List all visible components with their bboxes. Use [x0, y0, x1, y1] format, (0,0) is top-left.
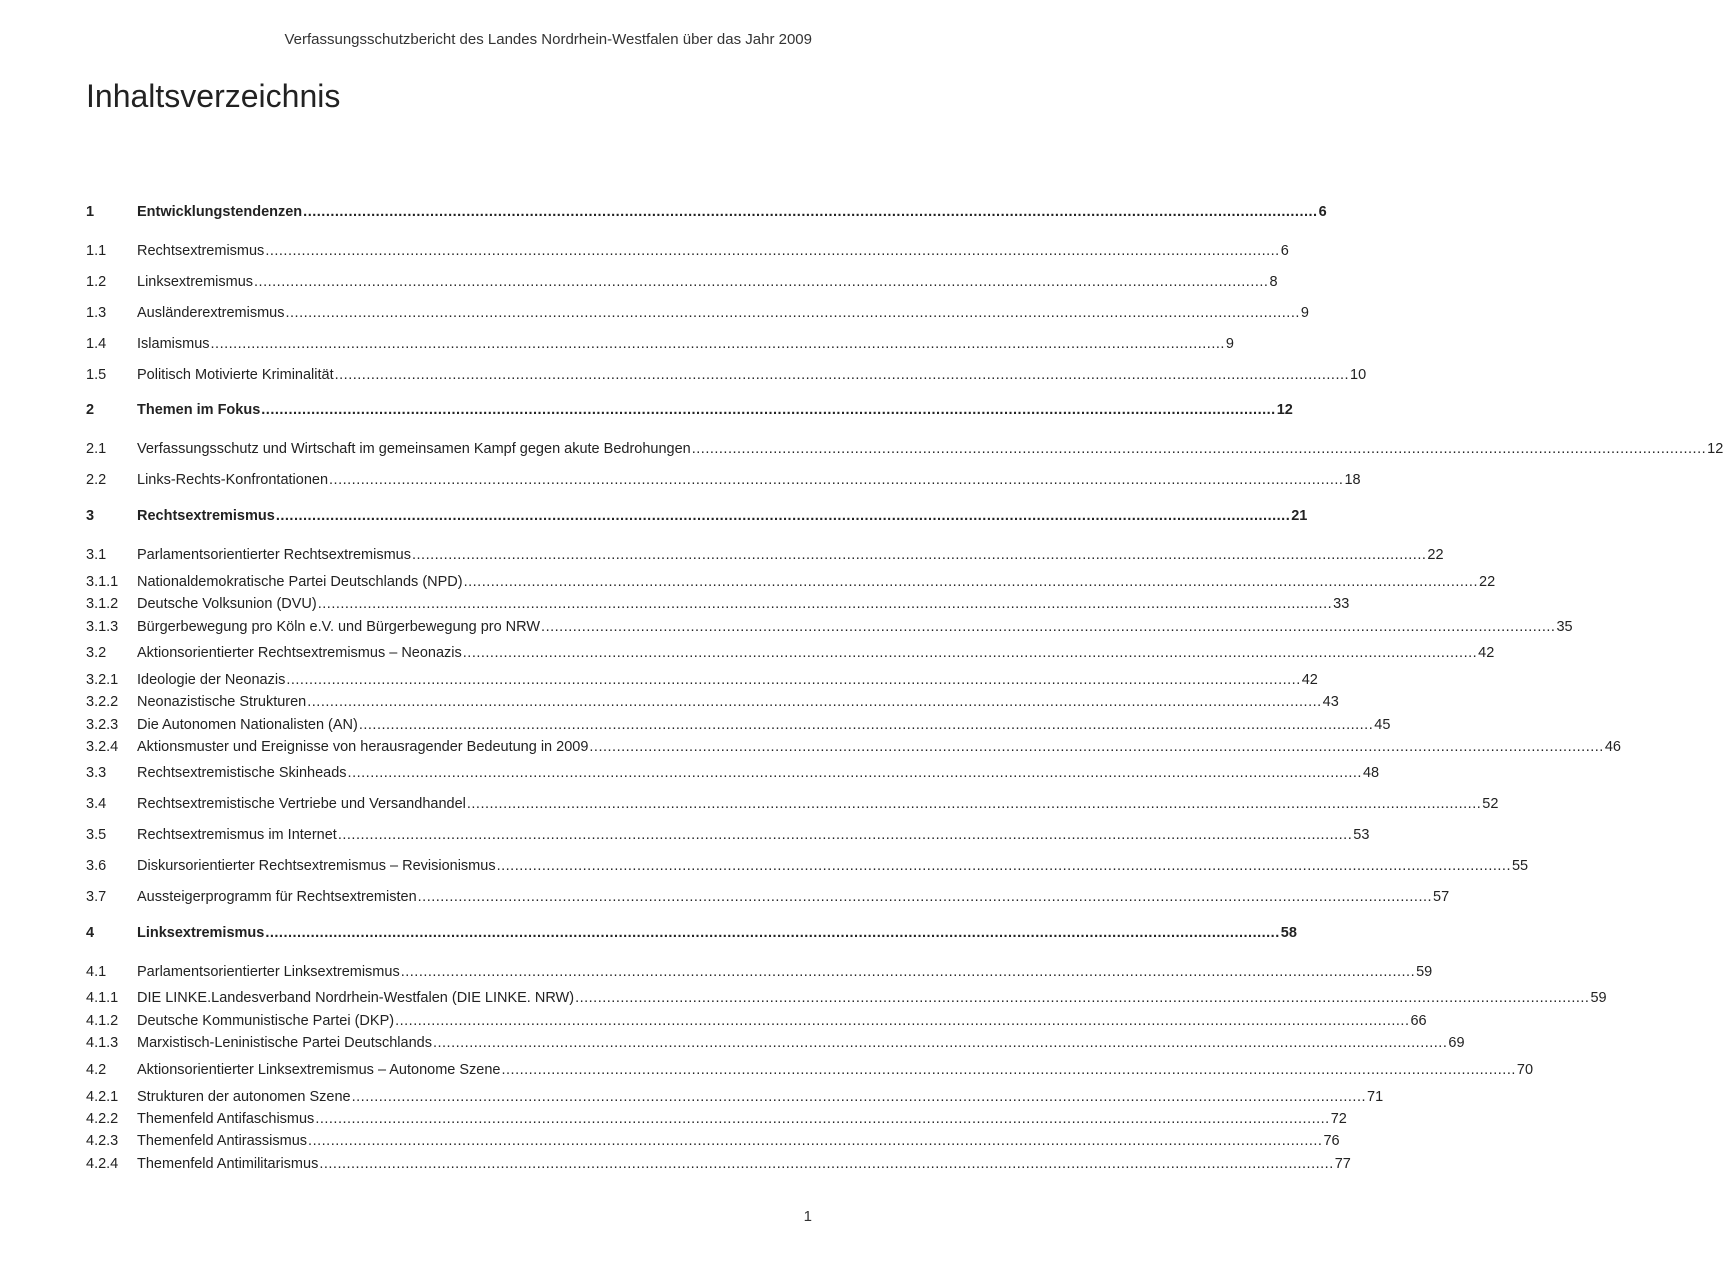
toc-entry-number: 3.2.2 [86, 694, 119, 710]
toc-entry-number: 4.2.4 [86, 1156, 119, 1172]
toc-leader-dots [211, 334, 1225, 354]
toc-leader-dots [303, 202, 1317, 222]
toc-entry-title: Ideologie der Neonazis [137, 672, 286, 688]
toc-entry-number: 1 [86, 204, 95, 220]
toc-leader-dots [395, 1011, 1409, 1031]
toc-entry-3-2[interactable] [86, 643, 1495, 663]
toc-entry-3-2-2[interactable] [86, 692, 1339, 712]
toc-entry-page: 55 [1511, 858, 1529, 874]
toc-leader-dots [315, 1109, 1329, 1129]
toc-entry-2[interactable] [86, 400, 1293, 420]
toc-entry-page: 48 [1362, 765, 1380, 781]
toc-entry-number: 1.5 [86, 367, 107, 383]
toc-entry-page: 76 [1323, 1133, 1340, 1149]
toc-entry-title: Aktionsmuster und Ereignisse von herausragender Bedeutung in 2009 [137, 739, 589, 755]
toc-entry-number: 3.3 [86, 765, 107, 781]
toc-leader-dots [541, 617, 1555, 637]
toc-leader-dots [692, 439, 1706, 459]
toc-entry-number: 3.6 [86, 858, 107, 874]
toc-entry-number: 4.1.1 [86, 990, 119, 1006]
toc-entry-number: 1.3 [86, 305, 107, 321]
page-number: 1 [803, 1208, 812, 1225]
toc-entry-page: 22 [1427, 547, 1444, 563]
toc-entry-title: Bürgerbewegung pro Köln e.V. und Bürgerbewegung pro NRW [137, 619, 541, 635]
toc-entry-3-7[interactable] [86, 887, 1450, 907]
toc-entry-page: 59 [1590, 990, 1607, 1006]
toc-entry-page: 9 [1300, 305, 1309, 321]
toc-entry-title: Aussteigerprogramm für Rechtsextremisten [137, 889, 417, 905]
toc-entry-4-2-4[interactable] [86, 1154, 1351, 1174]
toc-entry-page: 9 [1225, 336, 1234, 352]
toc-entry-title: Ausländerextremismus [137, 305, 285, 321]
toc-leader-dots [589, 737, 1603, 757]
toc-leader-dots [501, 1060, 1515, 1080]
toc-entry-3-2-4[interactable] [86, 737, 1621, 757]
toc-entry-title: Rechtsextremismus [137, 508, 275, 524]
toc-entry-number: 3.2.3 [86, 717, 119, 733]
toc-entry-3-2-1[interactable] [86, 670, 1318, 690]
toc-entry-title: Links-Rechts-Konfrontationen [137, 472, 329, 488]
toc-entry-page: 6 [1318, 204, 1327, 220]
toc-entry-4-1[interactable] [86, 962, 1433, 982]
toc-entry-title: Die Autonomen Nationalisten (AN) [137, 717, 358, 733]
toc-entry-title: Aktionsorientierter Linksextremismus – Autonome Szene [137, 1062, 501, 1078]
toc-leader-dots [285, 303, 1299, 323]
toc-entry-4-1-3[interactable] [86, 1033, 1465, 1053]
toc-leader-dots [497, 856, 1511, 876]
toc-entry-title: Rechtsextremistische Skinheads [137, 765, 347, 781]
toc-leader-dots [401, 962, 1415, 982]
toc-entry-number: 4.1.2 [86, 1013, 119, 1029]
toc-entry-title: Islamismus [137, 336, 210, 352]
toc-entry-page: 42 [1478, 645, 1495, 661]
toc-entry-3-2-3[interactable] [86, 715, 1391, 735]
toc-entry-page: 52 [1482, 796, 1499, 812]
toc-entry-page: 72 [1330, 1111, 1347, 1127]
toc-entry-1[interactable] [86, 202, 1327, 222]
toc-entry-page: 70 [1516, 1062, 1534, 1078]
toc-entry-number: 3.1.2 [86, 596, 119, 612]
toc-leader-dots [276, 506, 1290, 526]
toc-entry-title: Nationaldemokratische Partei Deutschlands (NPD) [137, 574, 463, 590]
toc-entry-number: 3.2 [86, 645, 107, 661]
toc-leader-dots [286, 670, 1300, 690]
toc-entry-2-2[interactable] [86, 470, 1361, 490]
toc-entry-page: 42 [1301, 672, 1318, 688]
toc-entry-title: Themenfeld Antimilitarismus [137, 1156, 319, 1172]
toc-entry-number: 4.2.3 [86, 1133, 119, 1149]
toc-entry-2-1[interactable] [86, 439, 1723, 459]
toc-entry-title: Politisch Motivierte Kriminalität [137, 367, 334, 383]
toc-entry-page: 33 [1333, 596, 1350, 612]
toc-entry-title: Rechtsextremistische Vertriebe und Versandhandel [137, 796, 466, 812]
page-title: Inhaltsverzeichnis [86, 78, 341, 114]
toc-entry-page: 35 [1556, 619, 1573, 635]
toc-entry-3-1-2[interactable] [86, 594, 1350, 614]
toc-entry-number: 3.2.1 [86, 672, 119, 688]
toc-entry-title: Deutsche Kommunistische Partei (DKP) [137, 1013, 395, 1029]
toc-entry-title: Entwicklungstendenzen [137, 204, 303, 220]
toc-entry-title: Parlamentsorientierter Rechtsextremismus [137, 547, 411, 563]
toc-entry-number: 3.1.1 [86, 574, 119, 590]
toc-entry-page: 12 [1707, 441, 1723, 457]
toc-entry-title: Marxistisch-Leninistische Partei Deutschlands [137, 1035, 432, 1051]
toc-entry-page: 21 [1291, 508, 1308, 524]
toc-entry-page: 58 [1280, 925, 1297, 941]
toc-entry-number: 2.1 [86, 441, 107, 457]
toc-entry-4-1-2[interactable] [86, 1011, 1427, 1031]
toc-entry-page: 69 [1448, 1035, 1465, 1051]
toc-entry-page: 10 [1350, 367, 1367, 383]
toc-entry-4-2-1[interactable] [86, 1087, 1384, 1107]
toc-entry-title: Parlamentsorientierter Linksextremismus [137, 964, 400, 980]
toc-entry-4[interactable] [86, 923, 1297, 943]
toc-entry-title: DIE LINKE.Landesverband Nordrhein-Westfalen (DIE LINKE. NRW) [137, 990, 575, 1006]
toc-entry-number: 3.2.4 [86, 739, 119, 755]
toc-leader-dots [307, 692, 1321, 712]
toc-entry-3-5[interactable] [86, 825, 1370, 845]
toc-entry-number: 3.1 [86, 547, 107, 563]
toc-entry-1-2[interactable] [86, 272, 1278, 292]
toc-entry-number: 3.7 [86, 889, 107, 905]
toc-leader-dots [318, 594, 1332, 614]
toc-entry-title: Rechtsextremismus [137, 243, 265, 259]
toc-leader-dots [308, 1131, 1322, 1151]
toc-entry-title: Diskursorientierter Rechtsextremismus – Revisionismus [137, 858, 496, 874]
toc-entry-page: 18 [1344, 472, 1361, 488]
toc-leader-dots [575, 988, 1589, 1008]
toc-entry-page: 59 [1416, 964, 1433, 980]
toc-entry-1-4[interactable] [86, 334, 1234, 354]
toc-entry-page: 66 [1410, 1013, 1427, 1029]
toc-leader-dots [467, 794, 1481, 814]
toc-leader-dots [335, 365, 1349, 385]
toc-entry-number: 4.2 [86, 1062, 107, 1078]
toc-entry-number: 1.4 [86, 336, 107, 352]
toc-entry-3-1-3[interactable] [86, 617, 1573, 637]
toc-leader-dots [352, 1087, 1366, 1107]
toc-entry-title: Themen im Fokus [137, 402, 261, 418]
toc-entry-4-2[interactable] [86, 1060, 1534, 1080]
toc-entry-page: 57 [1433, 889, 1450, 905]
toc-entry-title: Linksextremismus [137, 274, 254, 290]
toc-entry-number: 1.2 [86, 274, 107, 290]
toc-entry-page: 22 [1479, 574, 1496, 590]
toc-entry-title: Linksextremismus [137, 925, 265, 941]
toc-entry-title: Verfassungsschutz und Wirtschaft im gemeinsamen Kampf gegen akute Bedrohungen [137, 441, 691, 457]
toc-entry-number: 4.1.3 [86, 1035, 119, 1051]
toc-entry-3-1-1[interactable] [86, 572, 1496, 592]
toc-entry-number: 2.2 [86, 472, 107, 488]
toc-entry-3-6[interactable] [86, 856, 1529, 876]
toc-entry-title: Themenfeld Antirassismus [137, 1133, 308, 1149]
toc-entry-page: 8 [1269, 274, 1278, 290]
toc-leader-dots [433, 1033, 1447, 1053]
toc-entry-number: 4 [86, 925, 95, 941]
toc-entry-page: 45 [1374, 717, 1391, 733]
toc-entry-title: Rechtsextremismus im Internet [137, 827, 337, 843]
toc-entry-1-3[interactable] [86, 303, 1309, 323]
toc-entry-1-5[interactable] [86, 365, 1367, 385]
toc-leader-dots [348, 763, 1362, 783]
toc-entry-3-3[interactable] [86, 763, 1380, 783]
toc-entry-number: 3 [86, 508, 95, 524]
toc-leader-dots [265, 923, 1279, 943]
toc-entry-number: 3.4 [86, 796, 107, 812]
toc-entry-number: 4.1 [86, 964, 107, 980]
toc-entry-number: 2 [86, 402, 95, 418]
toc-leader-dots [338, 825, 1352, 845]
toc-entry-page: 71 [1367, 1089, 1384, 1105]
toc-entry-title: Deutsche Volksunion (DVU) [137, 596, 317, 612]
toc-leader-dots [463, 643, 1477, 663]
toc-entry-number: 1.1 [86, 243, 107, 259]
toc-entry-3-1[interactable] [86, 545, 1444, 565]
toc-entry-title: Strukturen der autonomen Szene [137, 1089, 351, 1105]
toc-entry-4-2-2[interactable] [86, 1109, 1347, 1129]
toc-entry-number: 3.5 [86, 827, 107, 843]
toc-entry-3-4[interactable] [86, 794, 1499, 814]
toc-leader-dots [329, 470, 1343, 490]
toc-leader-dots [265, 241, 1279, 261]
toc-entry-page: 6 [1280, 243, 1289, 259]
toc-entry-page: 12 [1276, 402, 1293, 418]
toc-entry-number: 3.1.3 [86, 619, 119, 635]
toc-entry-1-1[interactable] [86, 241, 1289, 261]
toc-entry-number: 4.2.2 [86, 1111, 119, 1127]
toc-entry-number: 4.2.1 [86, 1089, 119, 1105]
toc-entry-title: Neonazistische Strukturen [137, 694, 307, 710]
toc-entry-page: 53 [1353, 827, 1370, 843]
toc-leader-dots [412, 545, 1426, 565]
toc-leader-dots [359, 715, 1373, 735]
toc-leader-dots [418, 887, 1432, 907]
running-header: Verfassungsschutzbericht des Landes Nordrhein-Westfalen über das Jahr 2009 [284, 31, 812, 48]
toc-entry-title: Themenfeld Antifaschismus [137, 1111, 315, 1127]
toc-leader-dots [254, 272, 1268, 292]
toc-entry-page: 43 [1322, 694, 1339, 710]
toc-entry-page: 77 [1334, 1156, 1351, 1172]
toc-leader-dots [261, 400, 1275, 420]
toc-entry-page: 46 [1604, 739, 1621, 755]
toc-entry-4-1-1[interactable] [86, 988, 1607, 1008]
toc-entry-4-2-3[interactable] [86, 1131, 1340, 1151]
toc-leader-dots [319, 1154, 1333, 1174]
toc-entry-title: Aktionsorientierter Rechtsextremismus – Neonazis [137, 645, 462, 661]
toc-leader-dots [464, 572, 1478, 592]
toc-entry-3[interactable] [86, 506, 1308, 526]
